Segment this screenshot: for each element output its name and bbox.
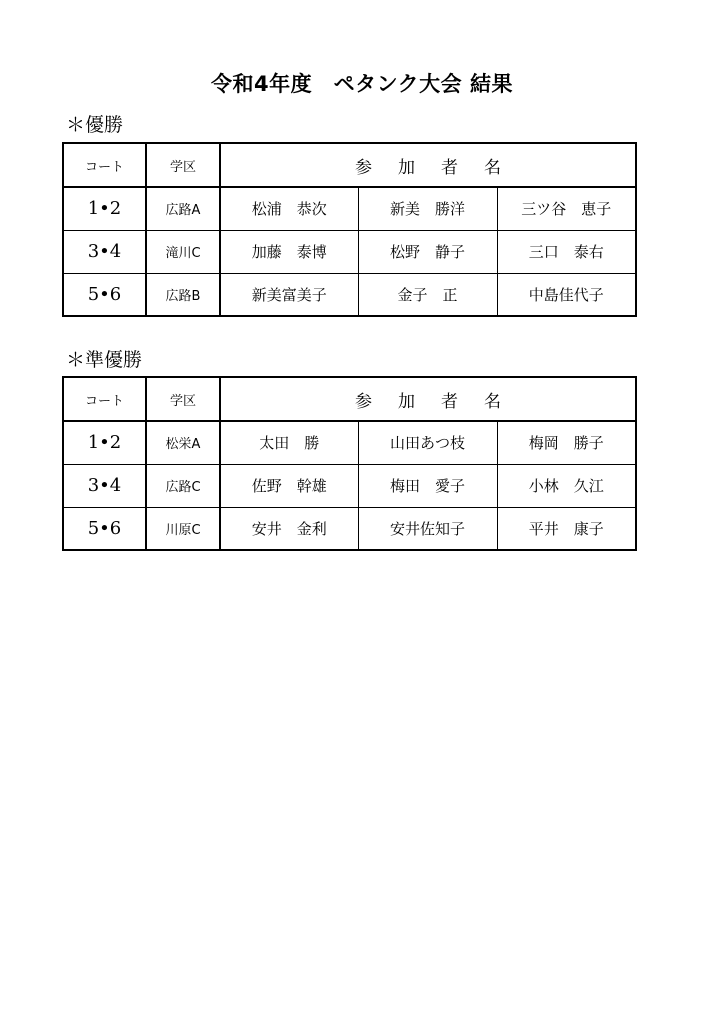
page-title: 令和4年度 ペタンク大会 結果 <box>210 72 513 96</box>
participant-cell: 梅田 愛子 <box>358 464 497 507</box>
participant-cell: 新美富美子 <box>220 273 358 316</box>
participant-cell: 太田 勝 <box>220 421 358 464</box>
runner-up-table <box>62 376 637 551</box>
table-row <box>63 507 636 550</box>
table-row <box>63 273 636 316</box>
participant-cell: 小林 久江 <box>497 464 636 507</box>
court-cell: 3•4 <box>63 230 146 273</box>
participant-cell: 梅岡 勝子 <box>497 421 636 464</box>
participant-cell: 佐野 幹雄 <box>220 464 358 507</box>
district-cell: 広路C <box>146 464 220 507</box>
participant-cell: 新美 勝洋 <box>358 187 497 230</box>
section-heading-winner: ＊優勝 <box>66 114 124 136</box>
table-row <box>63 230 636 273</box>
participant-cell: 金子 正 <box>358 273 497 316</box>
participant-cell: 松浦 恭次 <box>220 187 358 230</box>
participant-cell: 加藤 泰博 <box>220 230 358 273</box>
table-header-row <box>63 377 636 421</box>
court-cell: 3•4 <box>63 464 146 507</box>
header-court: コート <box>63 143 146 187</box>
participant-cell: 安井 金利 <box>220 507 358 550</box>
district-cell: 松栄A <box>146 421 220 464</box>
table-row <box>63 421 636 464</box>
district-cell: 滝川C <box>146 230 220 273</box>
header-participants: 参加者名 <box>220 143 636 187</box>
participant-cell: 三口 泰右 <box>497 230 636 273</box>
participant-cell: 三ツ谷 恵子 <box>497 187 636 230</box>
district-cell: 川原C <box>146 507 220 550</box>
court-cell: 5•6 <box>63 273 146 316</box>
header-participants: 参加者名 <box>220 377 636 421</box>
participant-cell: 中島佳代子 <box>497 273 636 316</box>
participant-cell: 安井佐知子 <box>358 507 497 550</box>
table-row <box>63 187 636 230</box>
district-cell: 広路A <box>146 187 220 230</box>
court-cell: 5•6 <box>63 507 146 550</box>
header-court: コート <box>63 377 146 421</box>
participant-cell: 松野 静子 <box>358 230 497 273</box>
winner-table <box>62 142 637 317</box>
participant-cell: 平井 康子 <box>497 507 636 550</box>
court-cell: 1•2 <box>63 187 146 230</box>
table-row <box>63 464 636 507</box>
header-district: 学区 <box>146 143 220 187</box>
section-heading-runner-up: ＊準優勝 <box>66 349 143 371</box>
table-header-row <box>63 143 636 187</box>
header-district: 学区 <box>146 377 220 421</box>
district-cell: 広路B <box>146 273 220 316</box>
court-cell: 1•2 <box>63 421 146 464</box>
participant-cell: 山田あつ枝 <box>358 421 497 464</box>
